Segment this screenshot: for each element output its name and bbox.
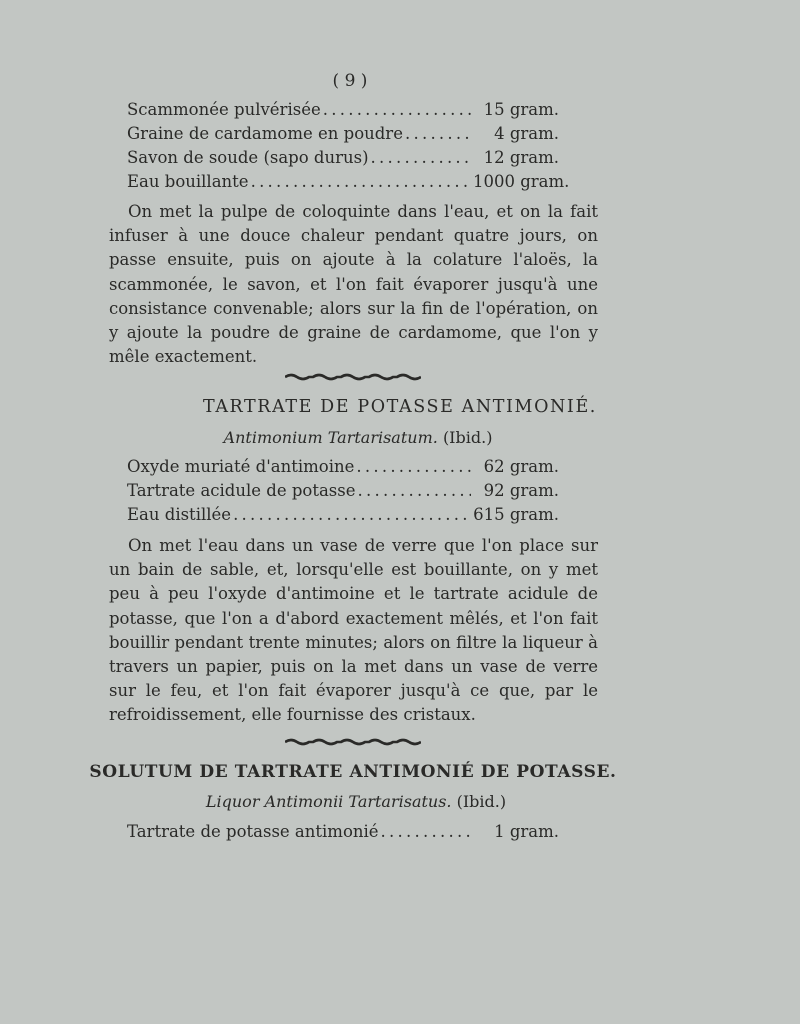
section-subtitle — [8, 428, 708, 447]
leader-dots — [405, 124, 471, 143]
page-number: ( 9 ) — [332, 71, 368, 91]
section-title: TARTRATE DE POTASSE ANTIMONIÉ. — [203, 397, 597, 417]
ingredient-name: Oxyde muriaté d'antimoine — [127, 457, 355, 476]
ingredient-line — [127, 822, 559, 846]
ingredient-name: Eau distillée — [127, 505, 232, 524]
reference: (Ibid.) — [456, 792, 507, 811]
latin-name: Liquor Antimonii Tartarisatus. — [205, 792, 452, 811]
ingredient-name: Graine de cardamome en poudre — [127, 124, 403, 143]
ingredient-qty: 615 gram. — [473, 505, 559, 524]
ingredient-qty: 15 gram. — [483, 100, 559, 119]
ingredient-name: Eau bouillante — [127, 172, 249, 191]
ingredient-qty: 1000 gram. — [473, 172, 570, 191]
leader-dots — [323, 100, 471, 119]
preparation-paragraph: On met l'eau dans un vase de verre que l'on place sur un bain de sable, et, lorsqu'elle est bouillante, on y met peu à peu l'oxyde d'antimoine et le tartrate acidule de potasse, que l'on a d'abord exactement mêlés, et l'on fait bouillir pendant trente minutes; alors on filtre la liqueur à travers un papier, puis on la met dans un vase de verre sur le feu, et l'on fait évaporer jusqu'à ce que, par le refroidissement, elle fournisse des cristaux. — [109, 536, 598, 725]
ingredient-line — [127, 100, 559, 124]
ingredient-line — [127, 124, 559, 148]
ornament-divider — [285, 372, 421, 382]
leader-dots — [233, 505, 471, 524]
preparation-paragraph: On met la pulpe de coloquinte dans l'eau, et on la fait infuser à une douce chaleur pendant quatre jours, on passe ensuite, puis on ajoute à la colature l'aloës, la scammonée, le savon, et l'on fait évaporer jusqu'à une consistance convenable; alors sur la fin de l'opération, on y ajoute la poudre de graine de cardamome, que l'on y mêle exactement. — [109, 202, 598, 367]
ingredient-name: Savon de soude (sapo durus) — [127, 148, 369, 167]
leader-dots — [371, 148, 471, 167]
ingredient-qty: 12 gram. — [483, 148, 559, 167]
leader-dots — [251, 172, 471, 191]
ingredient-line — [127, 172, 570, 196]
section-subtitle — [6, 792, 706, 811]
ingredient-line — [127, 481, 559, 505]
ingredient-line — [127, 505, 559, 529]
reference: (Ibid.) — [442, 428, 493, 447]
latin-name: Antimonium Tartarisatum. — [223, 428, 438, 447]
leader-dots — [358, 481, 471, 500]
ingredient-qty: 1 gram. — [494, 822, 559, 841]
ingredient-line — [127, 148, 559, 172]
ingredient-line — [127, 457, 559, 481]
leader-dots — [356, 457, 471, 476]
ingredient-qty: 62 gram. — [483, 457, 559, 476]
ingredient-name: Tartrate acidule de potasse — [127, 481, 356, 500]
ingredient-name: Scammonée pulvérisée — [127, 100, 321, 119]
leader-dots — [381, 822, 471, 841]
ingredient-qty: 4 gram. — [494, 124, 559, 143]
section-title: SOLUTUM DE TARTRATE ANTIMONIÉ DE POTASSE. — [89, 762, 617, 782]
ornament-divider — [285, 737, 421, 747]
ingredient-qty: 92 gram. — [483, 481, 559, 500]
ingredient-name: Tartrate de potasse antimonié — [127, 822, 379, 841]
